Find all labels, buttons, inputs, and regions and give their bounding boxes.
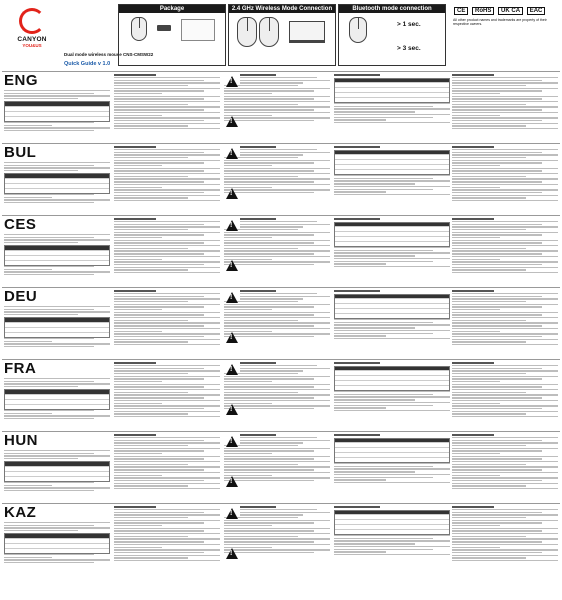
section-separator: [2, 287, 560, 288]
ukca-mark-icon: UK CA: [498, 7, 523, 15]
bluetooth-panel-title: Bluetooth mode connection: [339, 5, 445, 13]
troubleshooting-table: [334, 222, 450, 248]
warning-triangle-icon: [226, 116, 238, 127]
text-column: [334, 218, 450, 284]
text-column: [334, 506, 450, 572]
wireless-panel: [228, 4, 336, 66]
certifications: [453, 6, 557, 26]
eac-mark-icon: EAC: [527, 7, 546, 15]
brand-logo-mark: [19, 8, 45, 34]
text-column: [224, 146, 330, 212]
warning-triangle-icon: [226, 148, 238, 159]
text-column: [4, 450, 110, 500]
section-separator: [2, 143, 560, 144]
warning-triangle-icon: [226, 76, 238, 87]
brand-sub: YOU&US: [22, 43, 42, 48]
troubleshooting-table: [334, 78, 450, 104]
brand-logo: [6, 8, 58, 48]
specifications-table: [4, 173, 110, 194]
section-separator: [2, 431, 560, 432]
rohs-mark-icon: RoHS: [472, 7, 494, 15]
language-code: DEU: [4, 288, 38, 305]
text-column: [224, 434, 330, 500]
warning-triangle-icon: [226, 260, 238, 271]
warning-triangle-icon: [226, 548, 238, 559]
usb-receiver-icon: [157, 25, 171, 31]
warning-triangle-icon: [226, 404, 238, 415]
text-column: [334, 146, 450, 212]
text-column: [452, 506, 558, 572]
warning-triangle-icon: [226, 292, 238, 303]
language-code: BUL: [4, 144, 37, 161]
text-column: [334, 74, 450, 140]
language-code: CES: [4, 216, 37, 233]
section-separator: [2, 359, 560, 360]
text-column: [4, 234, 110, 284]
wireless-panel-title: 2.4 GHz Wireless Mode Connection: [229, 5, 335, 13]
troubleshooting-table: [334, 294, 450, 320]
text-column: [224, 362, 330, 428]
text-column: [114, 218, 220, 284]
text-column: [334, 434, 450, 500]
package-panel-title: Package: [119, 5, 225, 13]
text-column: [224, 218, 330, 284]
section-separator: [2, 215, 560, 216]
specifications-table: [4, 101, 110, 122]
text-column: [452, 146, 558, 212]
certifications-note: All other product names and trademarks are property of their respective owners.: [453, 18, 547, 27]
warning-triangle-icon: [226, 220, 238, 231]
bluetooth-panel: [338, 4, 446, 66]
troubleshooting-table: [334, 438, 450, 464]
text-column: [114, 146, 220, 212]
section-separator: [2, 503, 560, 504]
text-column: [452, 218, 558, 284]
text-column: [114, 362, 220, 428]
specifications-table: [4, 533, 110, 554]
warning-triangle-icon: [226, 188, 238, 199]
text-column: [224, 74, 330, 140]
specifications-table: [4, 389, 110, 410]
text-column: [452, 362, 558, 428]
troubleshooting-table: [334, 366, 450, 392]
laptop-icon: [289, 21, 325, 43]
text-column: [114, 434, 220, 500]
text-column: [4, 162, 110, 212]
mouse-icon: [131, 17, 147, 41]
text-column: [4, 522, 110, 572]
language-code: KAZ: [4, 504, 37, 521]
warning-triangle-icon: [226, 364, 238, 375]
text-column: [114, 506, 220, 572]
text-column: [4, 378, 110, 428]
warning-triangle-icon: [226, 332, 238, 343]
text-column: [224, 290, 330, 356]
language-code: FRA: [4, 360, 37, 377]
guide-title: Quick Guide v 1.0: [64, 61, 111, 67]
specifications-table: [4, 461, 110, 482]
section-separator: [2, 71, 560, 72]
warning-triangle-icon: [226, 508, 238, 519]
long-press-label: > 3 sec.: [397, 45, 421, 52]
text-column: [4, 90, 110, 140]
text-column: [334, 362, 450, 428]
text-column: [114, 74, 220, 140]
language-code: HUN: [4, 432, 38, 449]
specifications-table: [4, 245, 110, 266]
mouse-bottom-icon-2: [259, 17, 279, 47]
package-panel: [118, 4, 226, 66]
text-column: [224, 506, 330, 572]
text-column: [452, 74, 558, 140]
text-column: [4, 306, 110, 356]
specifications-table: [4, 317, 110, 338]
text-column: [452, 290, 558, 356]
text-column: [334, 290, 450, 356]
troubleshooting-table: [334, 510, 450, 536]
product-name: Dual mode wireless mouse CNS-CMSW22: [64, 52, 154, 57]
text-column: [114, 290, 220, 356]
troubleshooting-table: [334, 150, 450, 176]
ce-mark-icon: CE: [454, 7, 468, 15]
warning-triangle-icon: [226, 436, 238, 447]
brand-name: CANYON: [17, 36, 47, 43]
language-code: ENG: [4, 72, 39, 89]
manual-icon: [181, 19, 215, 41]
warning-triangle-icon: [226, 476, 238, 487]
mouse-bottom-icon: [237, 17, 257, 47]
text-column: [452, 434, 558, 500]
short-press-label: > 1 sec.: [397, 21, 421, 28]
mouse-bt-icon: [349, 17, 367, 43]
